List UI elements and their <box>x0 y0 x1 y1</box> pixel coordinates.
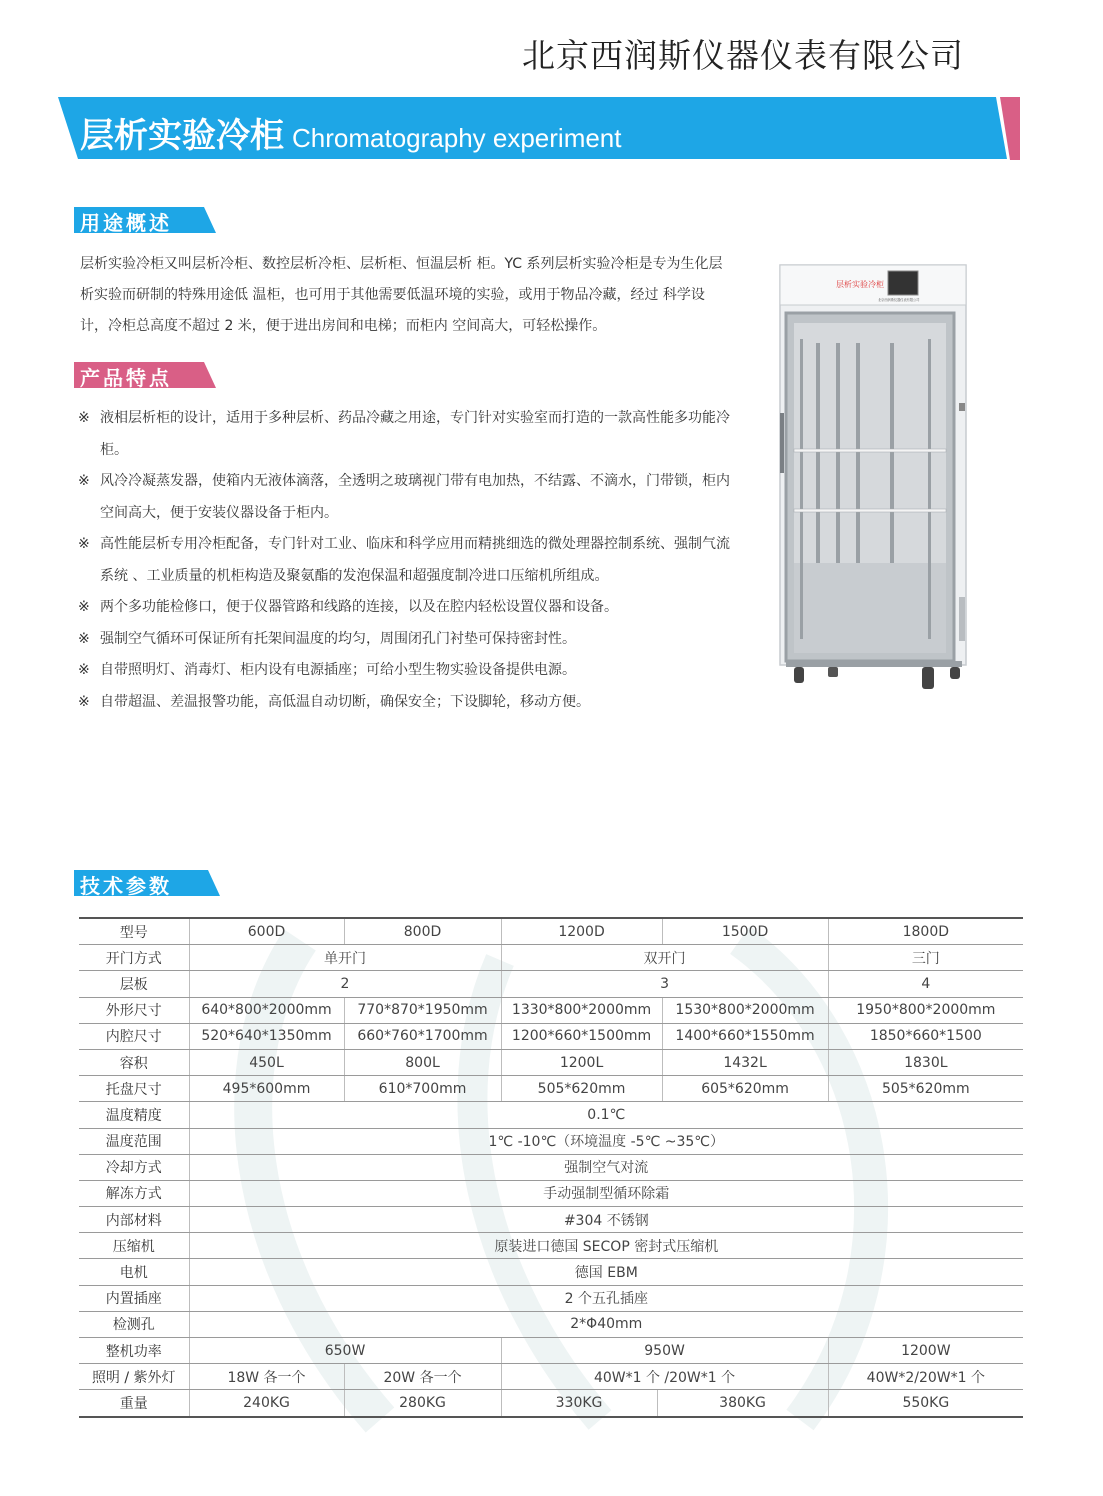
spec-cell: #304 不锈钢 <box>189 1207 1023 1233</box>
spec-cell: 原装进口德国 SECOP 密封式压缩机 <box>189 1233 1023 1259</box>
spec-cell: 800L <box>344 1049 501 1075</box>
spec-cell: 0.1℃ <box>189 1102 1023 1128</box>
spec-row-label: 温度精度 <box>79 1102 189 1128</box>
spec-cell: 2 个五孔插座 <box>189 1285 1023 1311</box>
spec-cell: 1200L <box>501 1049 662 1075</box>
feature-bullet: ※ <box>78 473 90 489</box>
spec-cell: 1℃ -10℃（环境温度 -5℃ ~35℃） <box>189 1128 1023 1154</box>
spec-row-label: 托盘尺寸 <box>79 1076 189 1102</box>
spec-row <box>79 1128 1023 1154</box>
feature-item <box>78 592 738 624</box>
specs-heading-tag <box>74 868 216 898</box>
spec-cell: 双开门 <box>501 945 828 971</box>
spec-cell: 330KG <box>501 1390 657 1417</box>
banner-title-cn: 层析实验冷柜 <box>80 116 284 156</box>
spec-cell: 800D <box>344 918 501 945</box>
freezer-image <box>778 263 968 693</box>
spec-cell: 强制空气对流 <box>189 1154 1023 1180</box>
spec-cell: 640*800*2000mm <box>189 997 344 1023</box>
usage-heading: 用途概述 <box>80 211 172 235</box>
feature-item <box>78 529 738 592</box>
spec-row <box>79 1180 1023 1206</box>
spec-cell: 495*600mm <box>189 1076 344 1102</box>
spec-row <box>79 1233 1023 1259</box>
spec-cell: 1432L <box>662 1049 828 1075</box>
spec-row <box>79 997 1023 1023</box>
spec-row-label: 层板 <box>79 971 189 997</box>
spec-cell: 1500D <box>662 918 828 945</box>
feature-bullet: ※ <box>78 536 90 552</box>
feature-text: 强制空气循环可保证所有托架间温度的均匀，周围闭孔门衬垫可保持密封性。 <box>100 630 576 647</box>
spec-row-label: 内部材料 <box>79 1207 189 1233</box>
spec-row-label: 容积 <box>79 1049 189 1075</box>
features-list <box>78 403 738 718</box>
spec-cell: 1200*660*1500mm <box>501 1023 662 1049</box>
spec-table <box>79 917 1023 1418</box>
spec-cell: 450L <box>189 1049 344 1075</box>
spec-cell: 2 <box>189 971 501 997</box>
spec-row-label: 内腔尺寸 <box>79 1023 189 1049</box>
spec-cell: 18W 各一个 <box>189 1364 344 1390</box>
usage-heading-tag <box>74 205 216 235</box>
spec-cell: 1800D <box>828 918 1023 945</box>
feature-bullet: ※ <box>78 410 90 426</box>
spec-row-label: 检测孔 <box>79 1311 189 1337</box>
spec-cell: 950W <box>501 1338 828 1364</box>
spec-row-label: 内置插座 <box>79 1285 189 1311</box>
spec-row <box>79 1311 1023 1337</box>
spec-cell: 单开门 <box>189 945 501 971</box>
spec-row-label: 照明 / 紫外灯 <box>79 1364 189 1390</box>
spec-cell: 770*870*1950mm <box>344 997 501 1023</box>
company-name: 北京西润斯仪器仪表有限公司 <box>522 36 964 75</box>
feature-text: 自带超温、差温报警功能，高低温自动切断，确保安全；下设脚轮，移动方便。 <box>100 693 590 710</box>
spec-cell: 240KG <box>189 1390 344 1417</box>
feature-item <box>78 466 738 529</box>
spec-row <box>79 1259 1023 1285</box>
spec-cell: 1850*660*1500 <box>828 1023 1023 1049</box>
spec-cell: 1400*660*1550mm <box>662 1023 828 1049</box>
feature-bullet: ※ <box>78 693 90 710</box>
spec-row-label: 解冻方式 <box>79 1180 189 1206</box>
door-label: 层析实验冷柜 <box>836 280 884 289</box>
spec-cell: 1950*800*2000mm <box>828 997 1023 1023</box>
spec-cell: 505*620mm <box>501 1076 662 1102</box>
plate-text: 北京西润斯仪器仪表有限公司 <box>878 298 920 302</box>
usage-paragraph: 层析实验冷柜又叫层析冷柜、数控层析冷柜、层析柜、恒温层析 柜。YC 系列层析实验冷柜是专为生化层析实验而研制的特殊用途低 温柜，也可用于其他需要低温环境的实验，或用于物品冷藏，经过 科学设计，冷柜总高度不超过 2 米，便于进出房间和电梯；而柜内 空间高大，可轻松操作。 <box>80 256 723 334</box>
spec-row <box>79 971 1023 997</box>
spec-row <box>79 1076 1023 1102</box>
feature-text: 高性能层析专用冷柜配备，专门针对工业、临床和科学应用而精挑细选的微处理器控制系统、强制气流系统 、工业质量的机柜构造及聚氨酯的发泡保温和超强度制冷进口压缩机所组成。 <box>100 536 730 584</box>
feature-bullet: ※ <box>78 599 90 615</box>
feature-text: 风冷冷凝蒸发器，使箱内无液体滴落，全透明之玻璃视门带有电加热，不结露、不滴水，门带锁，柜内空间高大，便于安装仪器设备于柜内。 <box>100 473 730 521</box>
spec-row <box>79 1023 1023 1049</box>
banner-title <box>80 108 622 157</box>
spec-row <box>79 1338 1023 1364</box>
spec-row-label: 开门方式 <box>79 945 189 971</box>
feature-item <box>78 403 738 466</box>
feature-text: 两个多功能检修口，便于仪器管路和线路的连接，以及在腔内轻松设置仪器和设备。 <box>100 599 618 615</box>
spec-cell: 三门 <box>828 945 1023 971</box>
spec-row <box>79 945 1023 971</box>
spec-cell: 380KG <box>657 1390 828 1417</box>
spec-row <box>79 1049 1023 1075</box>
specs-heading: 技术参数 <box>80 874 172 898</box>
spec-cell: 600D <box>189 918 344 945</box>
spec-cell: 40W*2/20W*1 个 <box>828 1364 1023 1390</box>
feature-text: 液相层析柜的设计，适用于多种层析、药品冷藏之用途，专门针对实验室而打造的一款高性能多功能冷柜。 <box>100 410 730 458</box>
spec-row-label: 型号 <box>79 918 189 945</box>
spec-row-label: 外形尺寸 <box>79 997 189 1023</box>
feature-bullet: ※ <box>78 630 90 647</box>
spec-cell: 手动强制型循环除霜 <box>189 1180 1023 1206</box>
feature-bullet: ※ <box>78 662 90 678</box>
spec-row-label: 压缩机 <box>79 1233 189 1259</box>
spec-row <box>79 918 1023 945</box>
spec-row-label: 温度范围 <box>79 1128 189 1154</box>
spec-cell: 1200W <box>828 1338 1023 1364</box>
spec-cell: 德国 EBM <box>189 1259 1023 1285</box>
banner-pink-accent <box>1000 97 1024 160</box>
spec-row <box>79 1154 1023 1180</box>
spec-cell: 605*620mm <box>662 1076 828 1102</box>
spec-row-label: 重量 <box>79 1390 189 1417</box>
spec-row <box>79 1207 1023 1233</box>
spec-row <box>79 1390 1023 1417</box>
spec-row <box>79 1364 1023 1390</box>
feature-item <box>78 687 738 719</box>
spec-row <box>79 1102 1023 1128</box>
spec-cell: 550KG <box>828 1390 1023 1417</box>
spec-row-label: 整机功率 <box>79 1338 189 1364</box>
feature-item <box>78 624 738 656</box>
spec-row-label: 电机 <box>79 1259 189 1285</box>
spec-cell: 4 <box>828 971 1023 997</box>
spec-cell: 2*Φ40mm <box>189 1311 1023 1337</box>
features-heading: 产品特点 <box>80 366 172 390</box>
spec-row-label: 冷却方式 <box>79 1154 189 1180</box>
spec-cell: 1200D <box>501 918 662 945</box>
spec-cell: 610*700mm <box>344 1076 501 1102</box>
spec-cell: 1330*800*2000mm <box>501 997 662 1023</box>
spec-cell: 1830L <box>828 1049 1023 1075</box>
feature-item <box>78 655 738 687</box>
spec-cell: 20W 各一个 <box>344 1364 501 1390</box>
spec-cell: 1530*800*2000mm <box>662 997 828 1023</box>
spec-cell: 280KG <box>344 1390 501 1417</box>
feature-text: 自带照明灯、消毒灯、柜内设有电源插座；可给小型生物实验设备提供电源。 <box>100 662 576 678</box>
features-heading-tag <box>74 360 216 390</box>
spec-cell: 3 <box>501 971 828 997</box>
spec-cell: 660*760*1700mm <box>344 1023 501 1049</box>
spec-cell: 40W*1 个 /20W*1 个 <box>501 1364 828 1390</box>
spec-cell: 505*620mm <box>828 1076 1023 1102</box>
spec-cell: 650W <box>189 1338 501 1364</box>
banner-title-en: Chromatography experiment <box>292 123 622 153</box>
spec-row <box>79 1285 1023 1311</box>
spec-cell: 520*640*1350mm <box>189 1023 344 1049</box>
